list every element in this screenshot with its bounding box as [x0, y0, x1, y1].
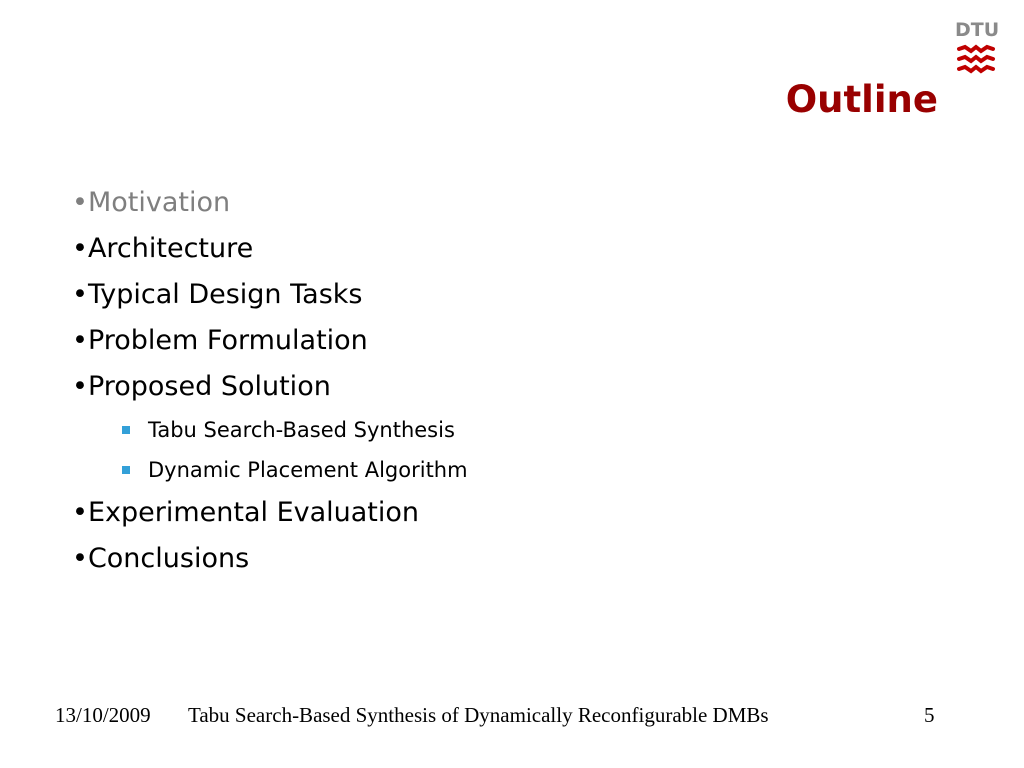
outline-item-label: Problem Formulation	[87, 325, 368, 356]
footer-date: 13/10/2009	[55, 703, 151, 727]
outline-item-problem-formulation	[72, 318, 468, 364]
outline-item-label: Typical Design Tasks	[87, 279, 363, 310]
bullet-icon: •	[72, 371, 88, 402]
outline-item-label: Architecture	[87, 233, 254, 264]
bullet-icon: •	[72, 187, 88, 218]
bullet-icon: •	[72, 497, 88, 528]
square-bullet-icon	[122, 466, 130, 474]
outline-item-architecture	[72, 226, 468, 272]
footer-title: Tabu Search-Based Synthesis of Dynamically Reconfigurable DMBs	[188, 703, 769, 727]
dtu-wave-icon	[955, 44, 997, 74]
page-number: 5	[924, 703, 935, 727]
outline-item-label: Proposed Solution	[87, 371, 331, 402]
outline-item-experimental-evaluation	[72, 490, 468, 536]
sub-item-label: Tabu Search-Based Synthesis	[148, 418, 455, 442]
outline-item-conclusions	[72, 536, 468, 582]
bullet-icon: •	[72, 325, 88, 356]
outline-item-proposed-solution	[72, 364, 468, 490]
bullet-icon: •	[72, 279, 88, 310]
outline-item-label: Conclusions	[87, 543, 250, 574]
slide-title: Outline	[785, 78, 938, 121]
sub-item-tabu-search	[122, 410, 468, 450]
sub-item-label: Dynamic Placement Algorithm	[148, 458, 468, 482]
dtu-logo-text: DTU	[955, 19, 1000, 41]
outline-item-motivation	[72, 180, 468, 226]
sub-list	[72, 410, 468, 490]
bullet-icon: •	[72, 543, 88, 574]
outline-item-label: Motivation	[87, 187, 231, 218]
outline-item-label: Experimental Evaluation	[87, 497, 420, 528]
outline-list	[72, 180, 468, 582]
bullet-icon: •	[72, 233, 88, 264]
square-bullet-icon	[122, 426, 130, 434]
sub-item-dynamic-placement	[122, 450, 468, 490]
dtu-logo	[955, 19, 1000, 78]
outline-item-typical-design-tasks	[72, 272, 468, 318]
